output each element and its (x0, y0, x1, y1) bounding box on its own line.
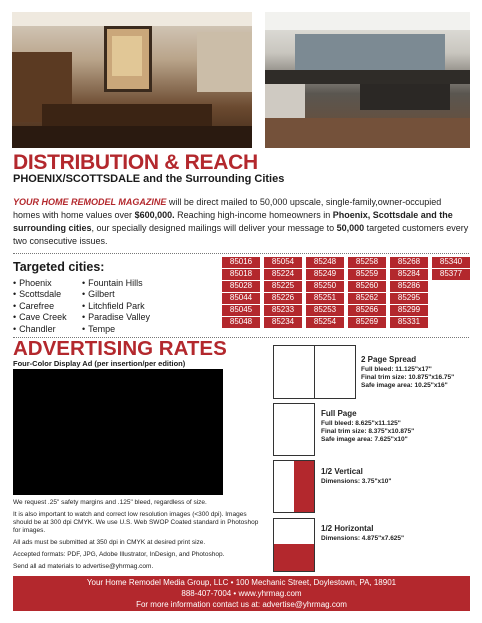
city-item: • Carefree (13, 301, 67, 312)
spec-line: Full bleed: 11.125"x17" (361, 366, 432, 373)
zip-code: 85253 (306, 305, 344, 316)
ad-area-fill (274, 544, 314, 571)
spec-line: Final trim size: 8.375"x10.875" (321, 428, 415, 436)
note: Accepted formats: PDF, JPG, Adobe Illustrator, InDesign, and Photoshop. (13, 550, 225, 558)
city-item: • Phoenix (13, 278, 67, 289)
footer-phone-web: 888-407-7004 • www.yhrmag.com (181, 589, 302, 598)
zip-empty (432, 281, 470, 292)
targeted-cities-title: Targeted cities: (13, 260, 105, 274)
zip-code: 85299 (390, 305, 428, 316)
footer-email: For more information contact us at: advertise@yhrmag.com (136, 600, 347, 609)
city-item: • Cave Creek (13, 312, 67, 323)
zip-code: 85262 (348, 293, 386, 304)
zip-code: 85331 (390, 317, 428, 328)
zip-code: 85377 (432, 269, 470, 280)
zip-empty (432, 305, 470, 316)
note: Send all ad materials to advertise@yhrmag.com. (13, 562, 154, 570)
zip-code: 85295 (390, 293, 428, 304)
zip-code: 85340 (432, 257, 470, 268)
section-subtitle: PHOENIX/SCOTTSDALE and the Surrounding Cities (13, 173, 285, 185)
zip-code: 85249 (306, 269, 344, 280)
intro-count: 50,000 (336, 223, 365, 233)
city-item: • Scottsdale (13, 289, 67, 300)
city-list-1 (13, 278, 67, 335)
city-item: • Gilbert (82, 289, 150, 300)
intro-text-4: targeted customers every two consecutive issues. (13, 223, 469, 246)
spec-line: Dimensions: 3.75"x10" (321, 478, 392, 485)
zip-code: 85028 (222, 281, 260, 292)
city-item: • Chandler (13, 324, 67, 335)
zip-empty (432, 293, 470, 304)
spec-title: 2 Page Spread (361, 355, 417, 364)
zip-code: 85254 (306, 317, 344, 328)
intro-area: Phoenix, Scottsdale and the surrounding cities (13, 210, 453, 233)
spread-right-page-diagram (314, 345, 356, 399)
note: We request .25" safety margins and .125" bleed, regardless of size. (13, 499, 207, 506)
intro-value: $600,000. (134, 210, 175, 220)
section-title-distribution: DISTRIBUTION & REACH (13, 151, 258, 174)
zip-code: 85234 (264, 317, 302, 328)
intro-paragraph (13, 196, 469, 248)
full-page-diagram (273, 403, 315, 456)
zip-code: 85018 (222, 269, 260, 280)
zip-code-grid (222, 257, 470, 328)
zip-code: 85286 (390, 281, 428, 292)
ad-subtitle: Four-Color Display Ad (per insertion/per edition) (13, 359, 186, 368)
ad-area-fill (294, 461, 314, 512)
zip-code: 85225 (264, 281, 302, 292)
spec-title: Full Page (321, 409, 357, 418)
zip-code: 85260 (348, 281, 386, 292)
zip-code: 85250 (306, 281, 344, 292)
zip-code: 85044 (222, 293, 260, 304)
zip-code: 85284 (390, 269, 428, 280)
footer-address: Your Home Remodel Media Group, LLC • 100 Mechanic Street, Doylestown, PA, 18901 (86, 578, 397, 587)
zip-code: 85269 (348, 317, 386, 328)
zip-code: 85045 (222, 305, 260, 316)
spec-half-vertical (321, 467, 391, 486)
spec-full-page (321, 409, 414, 445)
zip-code: 85016 (222, 257, 260, 268)
zip-empty (432, 317, 470, 328)
spec-line: Safe image area: 10.25"x16" (361, 382, 448, 390)
spec-2-page-spread (361, 355, 454, 391)
note: It is also important to watch and correct low resolution images (<300 dpi). Images should be at 300 dpi CMYK. We use U.S. Web SWOP Coated standard in Photoshop for images. (13, 510, 259, 535)
city-item: • Tempe (82, 324, 150, 335)
spread-left-page-diagram (273, 345, 315, 399)
spec-line: Safe image area: 7.625"x10" (321, 436, 408, 444)
spec-title: 1/2 Vertical (321, 467, 363, 476)
half-vertical-diagram (273, 460, 315, 513)
rates-table-redacted (13, 369, 223, 495)
zip-code: 85258 (348, 257, 386, 268)
zip-code: 85248 (306, 257, 344, 268)
kitchen-photo-left (12, 12, 252, 148)
zip-code: 85259 (348, 269, 386, 280)
zip-code: 85266 (348, 305, 386, 316)
spec-line: Full bleed: 8.625"x11.125" (321, 420, 401, 427)
divider (13, 253, 469, 254)
spec-title: 1/2 Horizontal (321, 524, 374, 533)
city-item: • Fountain Hills (82, 278, 150, 289)
intro-text-3: , our specially designed mailings will deliver your message to (91, 223, 337, 233)
spec-line: Dimensions: 4.875"x7.625" (321, 535, 405, 542)
footer-contact (13, 576, 470, 611)
spec-line: Final trim size: 10.875"x16.75" (361, 374, 455, 382)
zip-code: 85226 (264, 293, 302, 304)
intro-text-2: Reaching high-income homeowners in (174, 210, 333, 220)
zip-code: 85048 (222, 317, 260, 328)
city-item: • Paradise Valley (82, 312, 150, 323)
zip-code: 85251 (306, 293, 344, 304)
kitchen-photo-right (265, 12, 470, 148)
zip-code: 85233 (264, 305, 302, 316)
note: All ads must be submitted at 350 dpi in CMYK at desired print size. (13, 539, 206, 546)
section-title-advertising: ADVERTISING RATES (13, 337, 227, 360)
city-item: • Litchfield Park (82, 301, 150, 312)
magazine-name: YOUR HOME REMODEL MAGAZINE (13, 197, 167, 207)
spec-half-horizontal (321, 524, 404, 543)
half-horizontal-diagram (273, 518, 315, 572)
zip-code: 85224 (264, 269, 302, 280)
city-list-2 (82, 278, 150, 335)
ad-requirements (13, 499, 263, 574)
intro-text-1: will be direct mailed to 50,000 upscale, single-family,owner-occupied homes with home values over (13, 197, 442, 220)
zip-code: 85268 (390, 257, 428, 268)
zip-code: 85054 (264, 257, 302, 268)
